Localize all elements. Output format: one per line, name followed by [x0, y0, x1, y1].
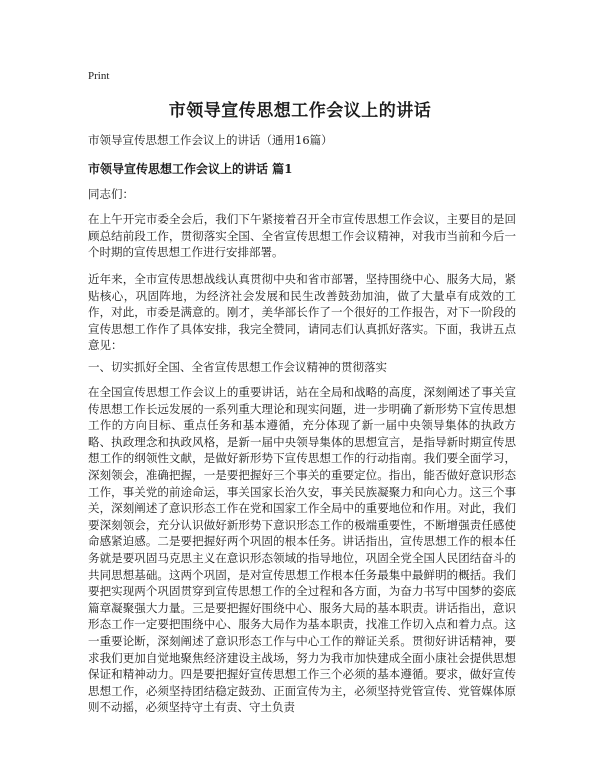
paragraph-point-one-body: 在全国宣传思想工作会议上的重要讲话，站在全局和战略的高度，深刻阐述了事关宣传思想工作长远发展的一系列重大理论和现实问题，进一步明确了新形势下宣传思想工作的方向目标、重点任务和基本遵循，充分体现了新一届中央领导集体的执政方略、执政理念和执政风格，是新一届中央领导集体的思想宣言，是指导新时期宣传思想工作的纲领性文献，是做好新形势下宣传思想工作的行动指南。我们要全面学习，深刻领会，准确把握，一是要把握好三个事关的重要定位。指出，能否做好意识形态工作，事关党的前途命运，事关国家长治久安，事关民族凝聚力和向心力。这三个事关，深刻阐述了意识形态工作在党和国家工作全局中的重要地位和作用。对此，我们要深刻领会，充分认识做好新形势下意识形态工作的极端重要性，不断增强责任感使命感紧迫感。二是要把握好两个巩固的根本任务。讲话指出，宣传思想工作的根本任务就是要巩固马克思主义在意识形态领域的指导地位，巩固全党全国人民团结奋斗的共同思想基础。这两个巩固，是对宣传思想工作根本任务最集中最鲜明的概括。我们要把实现两个巩固贯穿到宣传思想工作的全过程和各方面，为奋力书写中国梦的姿底篇章凝聚强大力量。三是要把握好围绕中心、服务大局的基本职责。讲话指出，意识形态工作一定要把围绕中心、服务大局作为基本职责，找准工作切入点和着力点。这一重要论断，深刻阐述了意识形态工作与中心工作的辩证关系。贯彻好讲话精神，要求我们更加自觉地聚焦经济建设主战场，努力为我市加快建成全面小康社会提供思想保证和精神动力。四是要把握好宣传思想工作三个必须的基本遵循。要求，做好宣传思想工作，必须坚持团结稳定鼓劲、正面宣传为主，必须坚持党管宣传、党管媒体原则不动摇，必须坚持守土有责、守土负责: [88, 385, 516, 715]
paragraph-point-one-heading: 一、切实抓好全国、全省宣传思想工作会议精神的贯彻落实: [88, 360, 387, 374]
salutation: 同志们：: [88, 187, 134, 201]
paragraph-achievements: 近年来，全市宣传思想战线认真贯彻中央和省市部署，坚持围绕中心、服务大局，紧贴核心，巩固阵地，为经济社会发展和民生改善鼓劲加油，做了大量卓有成效的工作，对此，市委是满意的。刚才，美华部长作了一个很好的工作报告，对下一阶段的宣传思想工作作了具体安排，我完全赞同，请同志们认真抓好落实。下面，我讲五点意见：: [88, 272, 516, 353]
document-subtitle: 市领导宣传思想工作会议上的讲话（通用16篇）: [88, 133, 333, 147]
document-title: 市领导宣传思想工作会议上的讲话: [168, 101, 432, 121]
paragraph-intro: 在上午开完市委全会后，我们下午紧接着召开全市宣传思想工作会议，主要目的是回顾总结前段工作，贯彻落实全国、全省宣传思想工作会议精神，对我市当前和今后一个时期的宣传思想工作进行安排部署。: [88, 212, 516, 260]
section-heading: 市领导宣传思想工作会议上的讲话 篇1: [88, 162, 293, 176]
print-link[interactable]: Print: [88, 70, 110, 82]
